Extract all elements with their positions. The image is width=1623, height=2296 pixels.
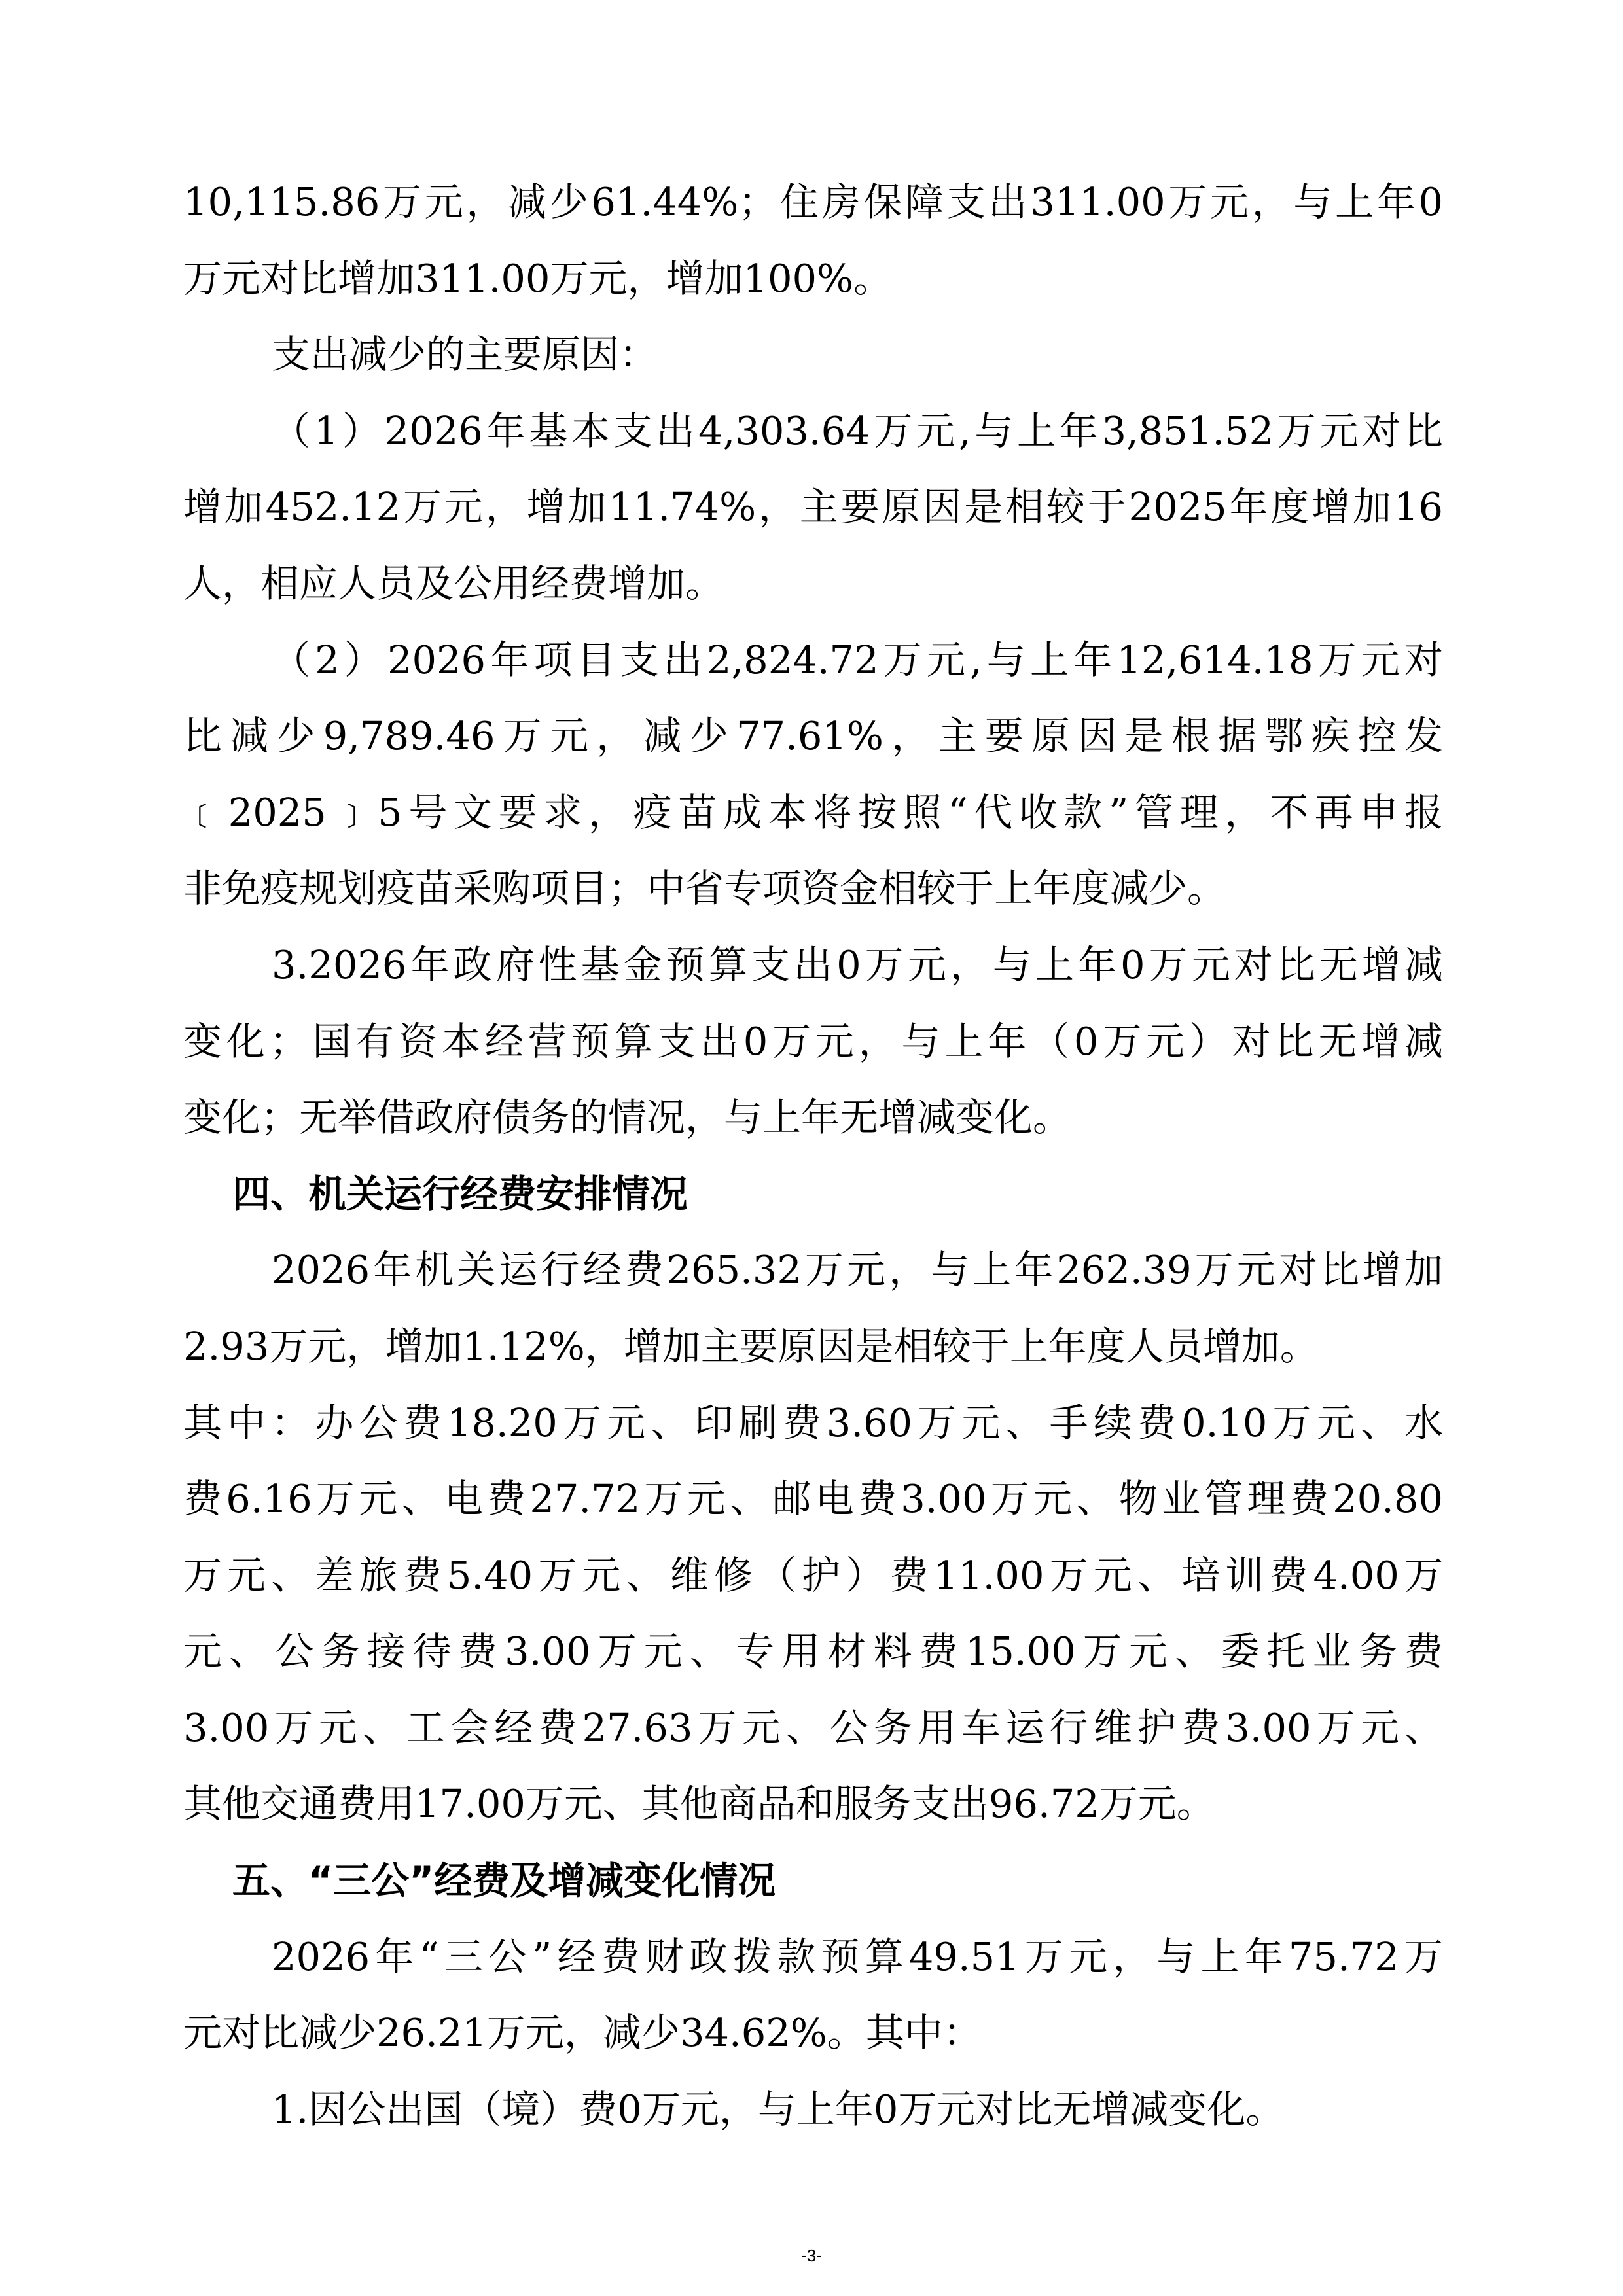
text-line: 10,115.86万元，减少61.44%；住房保障支出311.00万元，与上年0: [183, 179, 1443, 224]
paragraph-fund-budget: [183, 936, 1443, 1165]
text-line: 比减少9,789.46万元，减少77.61%，主要原因是根据鄂疾控发: [183, 713, 1443, 759]
text-line: （2）2026年项目支出2,824.72万元,与上年12,614.18万元对: [272, 637, 1443, 682]
text-line: ﹝2025﹞5号文要求，疫苗成本将按照“代收款”管理，不再申报: [183, 789, 1443, 835]
text-line: 3.00万元、工会经费27.63万元、公务用车运行维护费3.00万元、: [183, 1704, 1443, 1750]
section-heading: 五、“三公”经费及增减变化情况: [232, 1858, 776, 1903]
text-line: 支出减少的主要原因：: [272, 332, 658, 378]
paragraph-reason-intro: [183, 325, 1443, 402]
page-number: -3-: [801, 2246, 822, 2265]
text-line: 元对比减少26.21万元，减少34.62%。其中：: [183, 2010, 982, 2056]
text-line: 2026年“三公”经费财政拨款预算49.51万元，与上年75.72万: [272, 1934, 1443, 1979]
text-line: 其中：办公费18.20万元、印刷费3.60万元、手续费0.10万元、水: [183, 1400, 1443, 1445]
section-agency-operating-expenses: [183, 1165, 1443, 1851]
text-line: 2.93万元，增加1.12%，增加主要原因是相较于上年度人员增加。: [183, 1323, 1319, 1369]
text-line: 万元、差旅费5.40万元、维修（护）费11.00万元、培训费4.00万: [183, 1552, 1443, 1598]
text-line: 增加452.12万元，增加11.74%，主要原因是相较于2025年度增加16: [183, 484, 1443, 530]
section-heading: 四、机关运行经费安排情况: [232, 1171, 688, 1216]
text-line: 变化；无举借政府债务的情况，与上年无增减变化。: [183, 1095, 1072, 1140]
text-line: 费6.16万元、电费27.72万元、邮电费3.00万元、物业管理费20.80: [183, 1476, 1443, 1522]
text-line: 3.2026年政府性基金预算支出0万元，与上年0万元对比无增减: [272, 942, 1443, 987]
text-line: 人，相应人员及公用经费增加。: [183, 560, 724, 606]
text-line: 元、公务接待费3.00万元、专用材料费15.00万元、委托业务费: [183, 1629, 1443, 1674]
text-line: （1）2026年基本支出4,303.64万元,与上年3,851.52万元对比: [272, 408, 1443, 453]
text-line: 变化；国有资本经营预算支出0万元，与上年（0万元）对比无增减: [183, 1018, 1443, 1064]
text-line: 非免疫规划疫苗采购项目；中省专项资金相较于上年度减少。: [183, 866, 1226, 911]
text-line: 万元对比增加311.00万元，增加100%。: [183, 255, 893, 301]
text-line: 2026年机关运行经费265.32万元，与上年262.39万元对比增加: [272, 1247, 1443, 1293]
paragraph-housing-expense: [183, 173, 1443, 325]
section-three-public-expenses: [183, 1851, 1443, 2156]
document-page: [183, 173, 1443, 2156]
text-line: 其他交通费用17.00万元、其他商品和服务支出96.72万元。: [183, 1781, 1215, 1827]
paragraph-basic-expense: [183, 402, 1443, 631]
paragraph-project-expense: [183, 631, 1443, 936]
text-line: 1.因公出国（境）费0万元，与上年0万元对比无增减变化。: [272, 2086, 1285, 2132]
